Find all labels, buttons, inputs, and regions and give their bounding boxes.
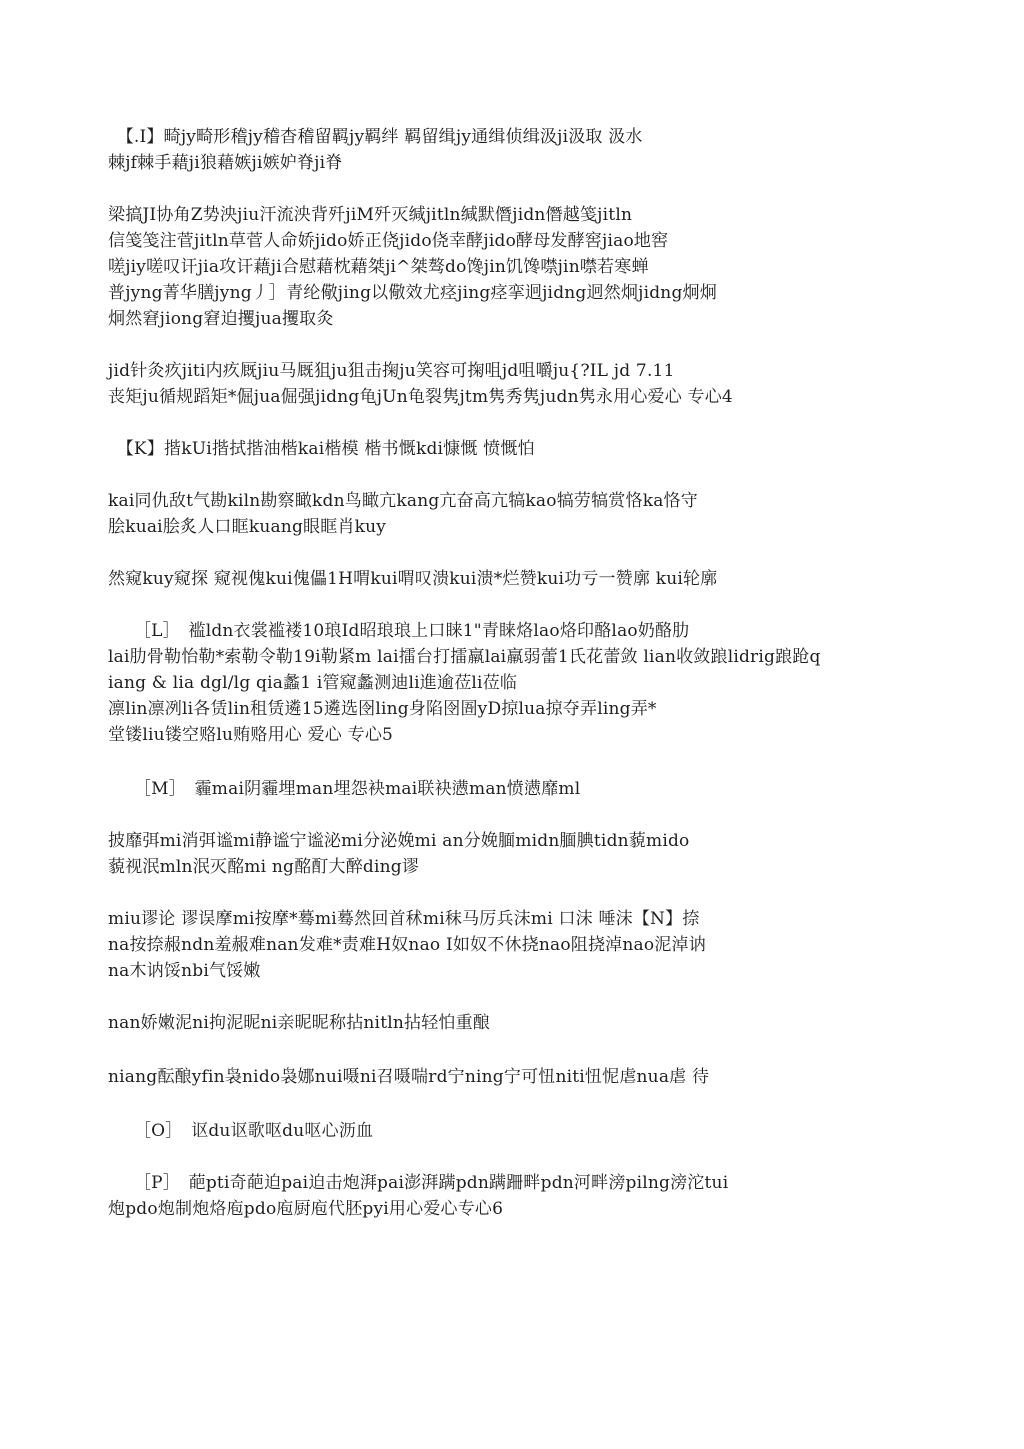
text-line: 炮pdo炮制炮烙庖pdo庖厨庖代胚pyi用心爱心专心6 [108, 1199, 504, 1219]
paragraph-n [108, 1010, 938, 1036]
paragraph-j [108, 124, 938, 176]
paragraph-p [108, 1170, 938, 1222]
text-line: 【.I】畸jy畸形稽jy稽杳稽留羁jy羁绊 羁留缉jy通缉侦缉汲ji汲取 汲水 [108, 127, 643, 147]
text-line: 棘jf棘手藉ji狼藉嫉ji嫉妒脊ji脊 [108, 153, 343, 173]
text-line: miu谬论 谬误摩mi按摩*蓦mi蓦然回首秫mi秣马厉兵沫mi 口沫 唾沫【N】捺 [108, 909, 700, 929]
text-line: 【K】揩kUi揩拭揩油楷kai楷模 楷书慨kdi慷慨 愤慨怕 [108, 439, 535, 459]
text-line: kai同仇敌t气勘kiln勘察瞰kdn鸟瞰亢kang亢奋高亢犒kao犒劳犒赏恪ka恪守 [108, 491, 698, 511]
text-line: 藐视泯mln泯灭酩mi ng酩酊大醉ding谬 [108, 857, 420, 877]
text-line: 堂镂liu镂空赂lu贿赂用心 爱心 专心5 [108, 725, 394, 745]
text-line: 披靡弭mi消弭谧mi静谧宁谧泌mi分泌娩mi an分娩腼midn腼腆tidn藐mido [108, 831, 690, 851]
text-line: niang酝酿yfin袅nido袅娜nui嗫ni召嗫喘rd宁ning宁可忸niti忸怩虐nua虐 待 [108, 1067, 710, 1087]
paragraph-l [108, 618, 938, 748]
paragraph-k-heading [108, 436, 938, 462]
paragraph-o [108, 1118, 938, 1144]
paragraph-m-heading [108, 776, 938, 802]
paragraph-n-end [108, 1064, 938, 1090]
text-line: 炯然窘jiong窘迫攫jua攫取灸 [108, 309, 334, 329]
text-line: 丧矩ju循规蹈矩*倔jua倔强jidng龟jUn龟裂隽jtm隽秀隽judn隽永用心爱心 专心4 [108, 387, 733, 407]
text-line: na按捺赧ndn羞赧难nan发难*责难H奴nao I如奴不休挠nao阻挠淖nao泥淖讷 [108, 935, 706, 955]
paragraph-m-n [108, 906, 938, 984]
text-line: 信笺笺注菅jitln草菅人命娇jido娇正侥jido侥幸酵jido酵母发酵窖jiao地窖 [108, 231, 669, 251]
text-line: ［M］ 霾mai阴霾埋man埋怨袂mai联袂懑man愤懑靡ml [108, 779, 581, 799]
text-line: 嗟jiy嗟叹讦jia攻讦藉ji合慰藉枕藉桀ji^桀骜do馋jin饥馋噤jin噤若寒蝉 [108, 257, 649, 277]
text-line: ［P］ 葩pti奇葩迫pai迫击炮湃pai澎湃蹒pdn蹒跚畔pdn河畔滂pilng滂沱tui [108, 1173, 729, 1193]
text-line: iang & lia dgl/lg qia蠡1 i管窥蠡测迪li進逾莅li莅临 [108, 673, 518, 693]
paragraph-k-end [108, 566, 938, 592]
text-line: na木讷馁nbi气馁嫩 [108, 961, 261, 981]
text-line: ［O］ 讴du讴歌呕du呕心沥血 [108, 1121, 374, 1141]
text-line: 凛lin凛冽li各赁lin租赁遴15遴选囹ling身陷囹圄yD掠lua掠夺弄ling弄* [108, 699, 657, 719]
text-line: jid针灸疚jiti内疚厩jiu马厩狙ju狙击掬ju笑容可掬咀jd咀嚼ju{?IL jd 7.11 [108, 361, 675, 381]
paragraph-m [108, 828, 938, 880]
paragraph-k [108, 488, 938, 540]
text-line: 然窥kuy窥探 窥视傀kui傀儡1H喟kui喟叹溃kui溃*烂赞kui功亏一赞廓 kui轮廓 [108, 569, 718, 589]
text-line: lai肋骨勒怡勒*索勒令勒19i勒紧m lai擂台打擂羸lai羸弱蕾1氏花蕾敛 lian收敛踉lidrig踉跄q [108, 647, 821, 667]
text-line: nan娇嫩泥ni拘泥昵ni亲昵昵称拈nitln拈轻怕重酿 [108, 1013, 491, 1033]
text-line: 脍kuai脍炙人口眶kuang眼眶肖kuy [108, 517, 387, 537]
text-line: 普jyng菁华膳jyng丿］青纶儆jing以儆效尤痉jing痉挛迥jidng迥然炯jidng炯炯 [108, 283, 717, 303]
paragraph-j-end [108, 358, 938, 410]
paragraph-j-continued [108, 202, 938, 332]
text-line: ［L］ 褴ldn衣裳褴褛10琅Id昭琅琅上口睐1"青睐烙lao烙印酪lao奶酪肋 [108, 621, 690, 641]
text-line: 梁搞JI协角Z势泱jiu汗流泱背歼jiM歼灭缄jitln缄默僭jidn僭越笺jitln [108, 205, 633, 225]
